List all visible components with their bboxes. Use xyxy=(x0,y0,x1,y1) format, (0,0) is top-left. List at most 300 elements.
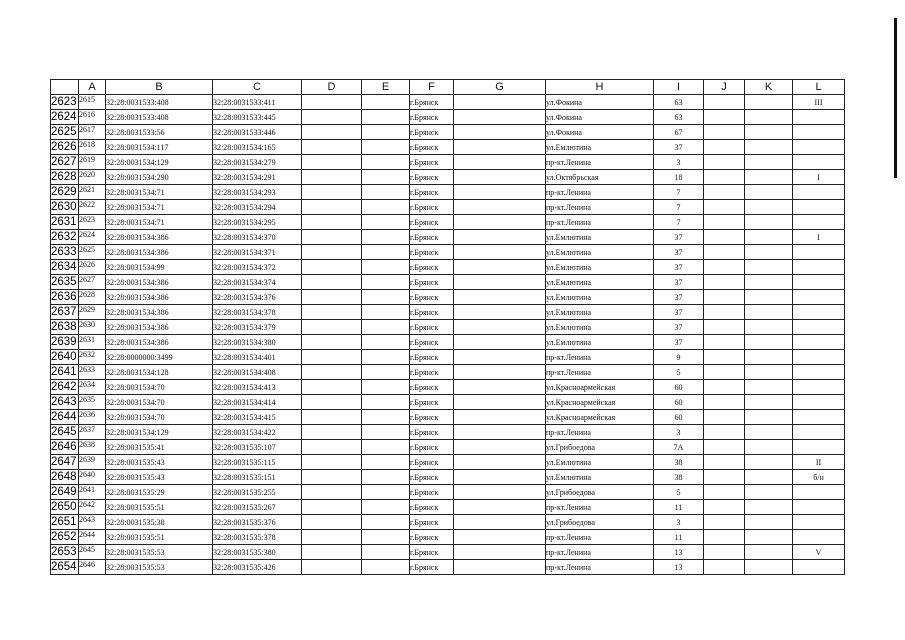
cell-k[interactable] xyxy=(745,410,793,425)
cell-i[interactable]: 60 xyxy=(654,410,704,425)
cell-b[interactable]: 32:28:0031535:43 xyxy=(106,455,213,470)
cell-b[interactable]: 32:28:0031534:129 xyxy=(106,425,213,440)
cell-b[interactable]: 32:28:0031534:128 xyxy=(106,365,213,380)
cell-b[interactable]: 32:28:0031534:386 xyxy=(106,335,213,350)
row-number[interactable]: 2630 xyxy=(51,201,77,213)
cell-j[interactable] xyxy=(704,560,745,575)
cell-a[interactable]: 2635 xyxy=(79,395,106,410)
cell-h[interactable]: ул.Фокина xyxy=(546,125,654,140)
cell-d[interactable] xyxy=(302,545,362,560)
cell-a[interactable]: 2641 xyxy=(79,485,106,500)
cell-b[interactable]: 32:28:0031534:290 xyxy=(106,170,213,185)
cell-l[interactable] xyxy=(793,425,845,440)
cell-j[interactable] xyxy=(704,305,745,320)
cell-e[interactable] xyxy=(362,365,410,380)
cell-j[interactable] xyxy=(704,320,745,335)
cell-g[interactable] xyxy=(454,260,546,275)
cell-b[interactable]: 32:28:0031534:129 xyxy=(106,155,213,170)
cell-i[interactable]: 60 xyxy=(654,380,704,395)
cell-l[interactable] xyxy=(793,515,845,530)
cell-f[interactable]: г.Брянск xyxy=(410,305,454,320)
cell-e[interactable] xyxy=(362,425,410,440)
row-number[interactable]: 2639 xyxy=(51,336,77,348)
column-header-l[interactable]: L xyxy=(793,80,845,95)
cell-b[interactable]: 32:28:0031534:386 xyxy=(106,275,213,290)
cell-l[interactable]: III xyxy=(793,95,845,110)
cell-b[interactable]: 32:28:0031534:386 xyxy=(106,230,213,245)
cell-a[interactable]: 2633 xyxy=(79,365,106,380)
row-number[interactable]: 2629 xyxy=(51,186,77,198)
cell-c[interactable]: 32:28:0031534:370 xyxy=(213,230,302,245)
row-number[interactable]: 2641 xyxy=(51,366,77,378)
cell-d[interactable] xyxy=(302,425,362,440)
column-header-a[interactable]: A xyxy=(79,80,106,95)
row-number[interactable]: 2625 xyxy=(51,126,77,138)
cell-l[interactable] xyxy=(793,140,845,155)
cell-i[interactable]: 37 xyxy=(654,290,704,305)
cell-j[interactable] xyxy=(704,335,745,350)
cell-k[interactable] xyxy=(745,140,793,155)
cell-k[interactable] xyxy=(745,200,793,215)
cell-h[interactable]: пр-кт.Ленина xyxy=(546,545,654,560)
row-number[interactable]: 2644 xyxy=(51,411,77,423)
cell-f[interactable]: г.Брянск xyxy=(410,215,454,230)
cell-h[interactable]: ул.Емлютина xyxy=(546,305,654,320)
cell-c[interactable]: 32:28:0031535:115 xyxy=(213,455,302,470)
cell-b[interactable]: 32:28:0031534:71 xyxy=(106,200,213,215)
cell-d[interactable] xyxy=(302,365,362,380)
cell-i[interactable]: 5 xyxy=(654,365,704,380)
cell-i[interactable]: 7A xyxy=(654,440,704,455)
cell-f[interactable]: г.Брянск xyxy=(410,350,454,365)
cell-c[interactable]: 32:28:0031534:415 xyxy=(213,410,302,425)
cell-e[interactable] xyxy=(362,335,410,350)
cell-f[interactable]: г.Брянск xyxy=(410,380,454,395)
row-number[interactable]: 2652 xyxy=(51,531,77,543)
cell-f[interactable]: г.Брянск xyxy=(410,545,454,560)
cell-e[interactable] xyxy=(362,305,410,320)
cell-l[interactable] xyxy=(793,485,845,500)
cell-d[interactable] xyxy=(302,290,362,305)
cell-a[interactable]: 2615 xyxy=(79,95,106,110)
cell-h[interactable]: ул.Емлютина xyxy=(546,230,654,245)
cell-i[interactable]: 37 xyxy=(654,275,704,290)
cell-c[interactable]: 32:28:0031533:411 xyxy=(213,95,302,110)
cell-a[interactable]: 2642 xyxy=(79,500,106,515)
cell-a[interactable]: 2617 xyxy=(79,125,106,140)
row-number[interactable]: 2653 xyxy=(51,546,77,558)
cell-b[interactable]: 32:28:0031534:70 xyxy=(106,395,213,410)
cell-a[interactable]: 2628 xyxy=(79,290,106,305)
cell-l[interactable] xyxy=(793,380,845,395)
cell-g[interactable] xyxy=(454,320,546,335)
cell-j[interactable] xyxy=(704,410,745,425)
cell-c[interactable]: 32:28:0031534:422 xyxy=(213,425,302,440)
cell-l[interactable] xyxy=(793,410,845,425)
row-number[interactable]: 2628 xyxy=(51,171,77,183)
cell-h[interactable]: пр-кт.Ленина xyxy=(546,500,654,515)
cell-b[interactable]: 32:28:0031535:53 xyxy=(106,545,213,560)
cell-d[interactable] xyxy=(302,395,362,410)
cell-d[interactable] xyxy=(302,185,362,200)
cell-i[interactable]: 63 xyxy=(654,95,704,110)
cell-i[interactable]: 11 xyxy=(654,530,704,545)
cell-k[interactable] xyxy=(745,485,793,500)
cell-c[interactable]: 32:28:0031533:445 xyxy=(213,110,302,125)
cell-g[interactable] xyxy=(454,230,546,245)
row-number[interactable]: 2634 xyxy=(51,261,77,273)
cell-k[interactable] xyxy=(745,440,793,455)
cell-h[interactable]: ул.Грибоедова xyxy=(546,485,654,500)
cell-d[interactable] xyxy=(302,500,362,515)
cell-l[interactable] xyxy=(793,440,845,455)
cell-e[interactable] xyxy=(362,380,410,395)
cell-i[interactable]: 67 xyxy=(654,125,704,140)
cell-f[interactable]: г.Брянск xyxy=(410,155,454,170)
cell-j[interactable] xyxy=(704,455,745,470)
cell-a[interactable]: 2626 xyxy=(79,260,106,275)
cell-i[interactable]: 37 xyxy=(654,260,704,275)
cell-l[interactable]: I xyxy=(793,170,845,185)
column-header-g[interactable]: G xyxy=(454,80,546,95)
cell-k[interactable] xyxy=(745,515,793,530)
cell-b[interactable]: 32:28:0031534:386 xyxy=(106,320,213,335)
cell-a[interactable]: 2646 xyxy=(79,560,106,575)
cell-f[interactable]: г.Брянск xyxy=(410,500,454,515)
cell-b[interactable]: 32:28:0000000:3499 xyxy=(106,350,213,365)
cell-j[interactable] xyxy=(704,215,745,230)
cell-h[interactable]: ул.Емлютина xyxy=(546,335,654,350)
cell-d[interactable] xyxy=(302,470,362,485)
cell-c[interactable]: 32:28:0031534:413 xyxy=(213,380,302,395)
cell-a[interactable]: 2625 xyxy=(79,245,106,260)
cell-b[interactable]: 32:28:0031533:408 xyxy=(106,95,213,110)
cell-l[interactable] xyxy=(793,185,845,200)
cell-i[interactable]: 37 xyxy=(654,320,704,335)
cell-f[interactable]: г.Брянск xyxy=(410,245,454,260)
cell-f[interactable]: г.Брянск xyxy=(410,290,454,305)
cell-g[interactable] xyxy=(454,110,546,125)
cell-c[interactable]: 32:28:0031535:267 xyxy=(213,500,302,515)
cell-j[interactable] xyxy=(704,530,745,545)
cell-a[interactable]: 2637 xyxy=(79,425,106,440)
cell-a[interactable]: 2621 xyxy=(79,185,106,200)
row-number[interactable]: 2635 xyxy=(51,276,77,288)
cell-i[interactable]: 3 xyxy=(654,425,704,440)
cell-c[interactable]: 32:28:0031535:107 xyxy=(213,440,302,455)
cell-h[interactable]: пр-кт.Ленина xyxy=(546,350,654,365)
cell-e[interactable] xyxy=(362,455,410,470)
cell-c[interactable]: 32:28:0031533:446 xyxy=(213,125,302,140)
cell-e[interactable] xyxy=(362,485,410,500)
cell-i[interactable]: 5 xyxy=(654,485,704,500)
cell-k[interactable] xyxy=(745,425,793,440)
cell-a[interactable]: 2636 xyxy=(79,410,106,425)
cell-c[interactable]: 32:28:0031534:372 xyxy=(213,260,302,275)
cell-i[interactable]: 63 xyxy=(654,110,704,125)
cell-e[interactable] xyxy=(362,260,410,275)
cell-e[interactable] xyxy=(362,230,410,245)
cell-l[interactable] xyxy=(793,155,845,170)
cell-c[interactable]: 32:28:0031535:151 xyxy=(213,470,302,485)
column-header-e[interactable]: E xyxy=(362,80,410,95)
row-number[interactable]: 2631 xyxy=(51,216,77,228)
cell-e[interactable] xyxy=(362,290,410,305)
cell-e[interactable] xyxy=(362,470,410,485)
row-number[interactable]: 2626 xyxy=(51,141,77,153)
cell-k[interactable] xyxy=(745,155,793,170)
cell-d[interactable] xyxy=(302,530,362,545)
cell-h[interactable]: пр-кт.Ленина xyxy=(546,365,654,380)
cell-g[interactable] xyxy=(454,290,546,305)
cell-d[interactable] xyxy=(302,305,362,320)
cell-j[interactable] xyxy=(704,440,745,455)
cell-j[interactable] xyxy=(704,515,745,530)
cell-i[interactable]: 7 xyxy=(654,215,704,230)
cell-a[interactable]: 2616 xyxy=(79,110,106,125)
cell-h[interactable]: ул.Емлютина xyxy=(546,320,654,335)
cell-k[interactable] xyxy=(745,245,793,260)
column-header-d[interactable]: D xyxy=(302,80,362,95)
row-number[interactable]: 2640 xyxy=(51,351,77,363)
cell-f[interactable]: г.Брянск xyxy=(410,440,454,455)
cell-f[interactable]: г.Брянск xyxy=(410,455,454,470)
cell-j[interactable] xyxy=(704,425,745,440)
cell-i[interactable]: 37 xyxy=(654,245,704,260)
cell-h[interactable]: ул.Красноармейская xyxy=(546,410,654,425)
cell-g[interactable] xyxy=(454,500,546,515)
cell-c[interactable]: 32:28:0031534:295 xyxy=(213,215,302,230)
cell-j[interactable] xyxy=(704,275,745,290)
cell-d[interactable] xyxy=(302,515,362,530)
cell-j[interactable] xyxy=(704,110,745,125)
cell-i[interactable]: 60 xyxy=(654,395,704,410)
cell-g[interactable] xyxy=(454,470,546,485)
cell-k[interactable] xyxy=(745,395,793,410)
cell-h[interactable]: пр-кт.Ленина xyxy=(546,155,654,170)
cell-h[interactable]: ул.Емлютина xyxy=(546,470,654,485)
cell-f[interactable]: г.Брянск xyxy=(410,260,454,275)
cell-i[interactable]: 7 xyxy=(654,185,704,200)
cell-d[interactable] xyxy=(302,485,362,500)
cell-k[interactable] xyxy=(745,350,793,365)
cell-f[interactable]: г.Брянск xyxy=(410,530,454,545)
cell-j[interactable] xyxy=(704,290,745,305)
cell-g[interactable] xyxy=(454,560,546,575)
cell-d[interactable] xyxy=(302,275,362,290)
cell-a[interactable]: 2639 xyxy=(79,455,106,470)
cell-j[interactable] xyxy=(704,260,745,275)
cell-e[interactable] xyxy=(362,215,410,230)
cell-b[interactable]: 32:28:0031535:29 xyxy=(106,485,213,500)
cell-d[interactable] xyxy=(302,260,362,275)
cell-k[interactable] xyxy=(745,335,793,350)
cell-l[interactable] xyxy=(793,560,845,575)
cell-g[interactable] xyxy=(454,365,546,380)
cell-j[interactable] xyxy=(704,230,745,245)
cell-e[interactable] xyxy=(362,560,410,575)
cell-e[interactable] xyxy=(362,245,410,260)
cell-d[interactable] xyxy=(302,230,362,245)
cell-g[interactable] xyxy=(454,335,546,350)
cell-j[interactable] xyxy=(704,500,745,515)
cell-f[interactable]: г.Брянск xyxy=(410,365,454,380)
cell-j[interactable] xyxy=(704,245,745,260)
cell-c[interactable]: 32:28:0031534:293 xyxy=(213,185,302,200)
cell-l[interactable] xyxy=(793,530,845,545)
cell-d[interactable] xyxy=(302,110,362,125)
cell-j[interactable] xyxy=(704,485,745,500)
cell-j[interactable] xyxy=(704,125,745,140)
cell-a[interactable]: 2624 xyxy=(79,230,106,245)
cell-k[interactable] xyxy=(745,380,793,395)
corner-cell[interactable] xyxy=(51,80,79,95)
cell-l[interactable]: V xyxy=(793,545,845,560)
cell-l[interactable] xyxy=(793,260,845,275)
cell-e[interactable] xyxy=(362,530,410,545)
cell-d[interactable] xyxy=(302,95,362,110)
cell-f[interactable]: г.Брянск xyxy=(410,185,454,200)
cell-d[interactable] xyxy=(302,215,362,230)
cell-h[interactable]: пр-кт.Ленина xyxy=(546,200,654,215)
cell-f[interactable]: г.Брянск xyxy=(410,95,454,110)
cell-e[interactable] xyxy=(362,515,410,530)
cell-g[interactable] xyxy=(454,140,546,155)
cell-l[interactable] xyxy=(793,320,845,335)
cell-i[interactable]: 18 xyxy=(654,170,704,185)
cell-h[interactable]: пр-кт.Ленина xyxy=(546,425,654,440)
row-number[interactable]: 2649 xyxy=(51,486,77,498)
cell-a[interactable]: 2622 xyxy=(79,200,106,215)
cell-f[interactable]: г.Брянск xyxy=(410,320,454,335)
cell-g[interactable] xyxy=(454,545,546,560)
cell-g[interactable] xyxy=(454,530,546,545)
cell-l[interactable] xyxy=(793,215,845,230)
cell-h[interactable]: ул.Грибоедова xyxy=(546,440,654,455)
cell-k[interactable] xyxy=(745,185,793,200)
cell-l[interactable] xyxy=(793,125,845,140)
cell-g[interactable] xyxy=(454,125,546,140)
cell-h[interactable]: ул.Октябрьская xyxy=(546,170,654,185)
cell-e[interactable] xyxy=(362,320,410,335)
cell-d[interactable] xyxy=(302,155,362,170)
cell-b[interactable]: 32:28:0031534:386 xyxy=(106,245,213,260)
cell-b[interactable]: 32:28:0031534:386 xyxy=(106,305,213,320)
cell-l[interactable] xyxy=(793,350,845,365)
cell-g[interactable] xyxy=(454,515,546,530)
cell-a[interactable]: 2645 xyxy=(79,545,106,560)
cell-g[interactable] xyxy=(454,425,546,440)
cell-e[interactable] xyxy=(362,410,410,425)
cell-h[interactable]: пр-кт.Ленина xyxy=(546,185,654,200)
cell-a[interactable]: 2627 xyxy=(79,275,106,290)
cell-a[interactable]: 2643 xyxy=(79,515,106,530)
cell-k[interactable] xyxy=(745,500,793,515)
cell-e[interactable] xyxy=(362,185,410,200)
cell-d[interactable] xyxy=(302,440,362,455)
cell-e[interactable] xyxy=(362,155,410,170)
column-header-k[interactable]: K xyxy=(745,80,793,95)
cell-b[interactable]: 32:28:0031535:53 xyxy=(106,560,213,575)
cell-k[interactable] xyxy=(745,560,793,575)
cell-c[interactable]: 32:28:0031534:371 xyxy=(213,245,302,260)
cell-f[interactable]: г.Брянск xyxy=(410,335,454,350)
cell-h[interactable]: пр-кт.Ленина xyxy=(546,530,654,545)
cell-j[interactable] xyxy=(704,380,745,395)
cell-k[interactable] xyxy=(745,290,793,305)
cell-l[interactable]: II xyxy=(793,455,845,470)
cell-g[interactable] xyxy=(454,200,546,215)
cell-a[interactable]: 2640 xyxy=(79,470,106,485)
cell-l[interactable] xyxy=(793,200,845,215)
cell-d[interactable] xyxy=(302,245,362,260)
cell-j[interactable] xyxy=(704,350,745,365)
row-number[interactable]: 2627 xyxy=(51,156,77,168)
cell-c[interactable]: 32:28:0031534:414 xyxy=(213,395,302,410)
cell-j[interactable] xyxy=(704,395,745,410)
cell-k[interactable] xyxy=(745,215,793,230)
cell-g[interactable] xyxy=(454,170,546,185)
row-number[interactable]: 2636 xyxy=(51,291,77,303)
cell-c[interactable]: 32:28:0031534:291 xyxy=(213,170,302,185)
cell-c[interactable]: 32:28:0031534:294 xyxy=(213,200,302,215)
cell-i[interactable]: 37 xyxy=(654,230,704,245)
cell-c[interactable]: 32:28:0031535:376 xyxy=(213,515,302,530)
row-number[interactable]: 2645 xyxy=(51,426,77,438)
cell-b[interactable]: 32:28:0031533:408 xyxy=(106,110,213,125)
cell-g[interactable] xyxy=(454,155,546,170)
cell-l[interactable] xyxy=(793,500,845,515)
cell-f[interactable]: г.Брянск xyxy=(410,140,454,155)
column-header-j[interactable]: J xyxy=(704,80,745,95)
cell-a[interactable]: 2634 xyxy=(79,380,106,395)
cell-b[interactable]: 32:28:0031534:386 xyxy=(106,290,213,305)
cell-i[interactable]: 37 xyxy=(654,305,704,320)
cell-k[interactable] xyxy=(745,455,793,470)
cell-i[interactable]: 37 xyxy=(654,140,704,155)
cell-e[interactable] xyxy=(362,545,410,560)
cell-k[interactable] xyxy=(745,530,793,545)
cell-a[interactable]: 2632 xyxy=(79,350,106,365)
cell-j[interactable] xyxy=(704,155,745,170)
cell-b[interactable]: 32:28:0031535:43 xyxy=(106,470,213,485)
cell-j[interactable] xyxy=(704,365,745,380)
cell-i[interactable]: 3 xyxy=(654,155,704,170)
cell-h[interactable]: ул.Емлютина xyxy=(546,275,654,290)
cell-k[interactable] xyxy=(745,545,793,560)
cell-i[interactable]: 13 xyxy=(654,545,704,560)
cell-e[interactable] xyxy=(362,140,410,155)
cell-e[interactable] xyxy=(362,170,410,185)
cell-b[interactable]: 32:28:0031535:51 xyxy=(106,530,213,545)
cell-d[interactable] xyxy=(302,335,362,350)
cell-a[interactable]: 2638 xyxy=(79,440,106,455)
cell-b[interactable]: 32:28:0031533:56 xyxy=(106,125,213,140)
cell-k[interactable] xyxy=(745,125,793,140)
row-number[interactable]: 2642 xyxy=(51,381,77,393)
cell-j[interactable] xyxy=(704,545,745,560)
cell-c[interactable]: 32:28:0031534:279 xyxy=(213,155,302,170)
cell-g[interactable] xyxy=(454,395,546,410)
cell-c[interactable]: 32:28:0031534:376 xyxy=(213,290,302,305)
cell-b[interactable]: 32:28:0031534:71 xyxy=(106,185,213,200)
cell-f[interactable]: г.Брянск xyxy=(410,515,454,530)
cell-d[interactable] xyxy=(302,140,362,155)
cell-i[interactable]: 38 xyxy=(654,470,704,485)
cell-j[interactable] xyxy=(704,185,745,200)
row-number[interactable]: 2624 xyxy=(51,111,77,123)
cell-g[interactable] xyxy=(454,410,546,425)
